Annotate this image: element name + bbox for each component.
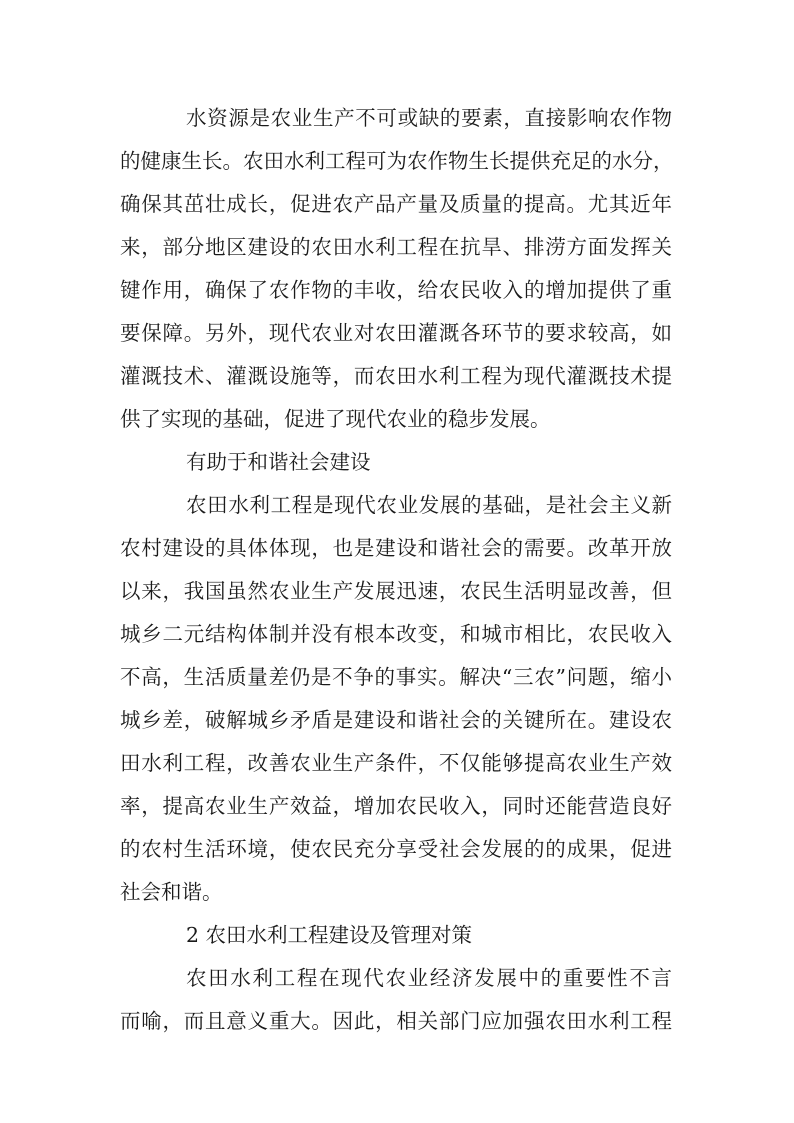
paragraph-line: 来，部分地区建设的农田水利工程在抗旱、排涝方面发挥关: [120, 235, 672, 259]
paragraph-line: 城乡二元结构体制并没有根本改变，和城市相比，农民收入: [120, 622, 672, 646]
paragraph-line: 要保障。另外，现代农业对农田灌溉各环节的要求较高，如: [120, 321, 672, 345]
paragraph-line: 的健康生长。农田水利工程可为农作物生长提供充足的水分，: [120, 149, 674, 173]
paragraph-line: 水资源是农业生产不可或缺的要素，直接影响农作物: [186, 106, 672, 130]
paragraph-line: 田水利工程，改善农业生产条件，不仅能够提高农业生产效: [120, 751, 672, 775]
paragraph-line: 供了实现的基础，促进了现代农业的稳步发展。: [120, 407, 551, 431]
paragraph-line: 的农村生活环境，使农民充分享受社会发展的的成果，促进: [120, 837, 672, 861]
paragraph-harmonious-society: [120, 484, 672, 914]
paragraph-line: 不高，生活质量差仍是不争的事实。解决“三农”问题，缩小: [120, 665, 672, 689]
paragraph-line: 率，提高农业生产效益，增加农民收入，同时还能营造良好: [120, 794, 672, 818]
paragraph-line: 城乡差，破解城乡矛盾是建设和谐社会的关键所在。建设农: [120, 708, 672, 732]
paragraph-importance: [120, 957, 672, 1043]
text-column: [120, 97, 672, 1043]
paragraph-line: 社会和谐。: [120, 880, 223, 904]
paragraph-line: 确保其茁壮成长，促进农产品产量及质量的提高。尤其近年: [120, 192, 672, 216]
section-heading-construction-management: 2 农田水利工程建设及管理对策: [186, 923, 473, 947]
paragraph-line: 农田水利工程在现代农业经济发展中的重要性不言: [186, 966, 672, 990]
paragraph-line: 灌溉技术、灌溉设施等，而农田水利工程为现代灌溉技术提: [120, 364, 672, 388]
paragraph-line: 键作用，确保了农作物的丰收，给农民收入的增加提供了重: [120, 278, 672, 302]
section-heading-harmonious-society: 有助于和谐社会建设: [186, 450, 371, 474]
paragraph-line: 而喻，而且意义重大。因此，相关部门应加强农田水利工程: [120, 1009, 672, 1033]
paragraph-line: 农村建设的具体体现，也是建设和谐社会的需要。改革开放: [120, 536, 672, 560]
paragraph-line: 农田水利工程是现代农业发展的基础，是社会主义新: [186, 493, 672, 517]
paragraph-line: 以来，我国虽然农业生产发展迅速，农民生活明显改善，但: [120, 579, 672, 603]
paragraph-water-resources: [120, 97, 672, 441]
